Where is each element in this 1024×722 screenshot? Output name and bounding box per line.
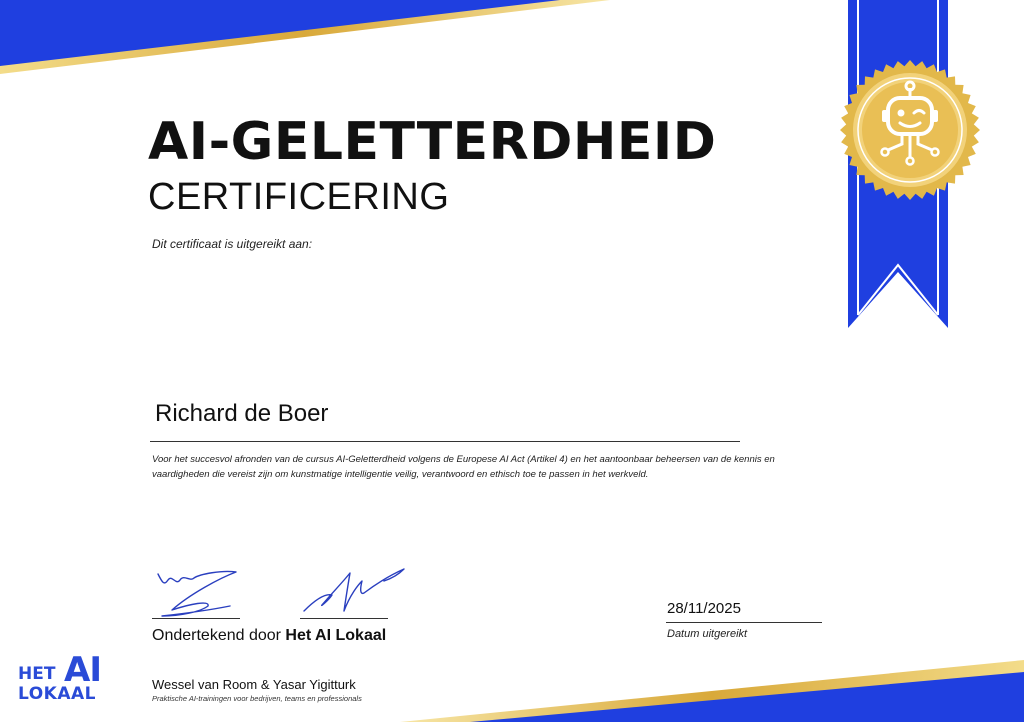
logo-ai: AI [64,650,101,690]
logo-het: HET [18,664,56,684]
certificate-description: Voor het succesvol afronden van de cursus AI-Geletterdheid volgens de Europese AI Act (Artikel 4) en het aantoonbaar beheersen van de kennis en vaardigheden die vereist zijn om kunstmatige intelligentie veilig, verantwoord en ethisch toe te passen in het werkveld. [152,454,775,480]
award-ribbon [840,0,980,330]
certificate-subtitle: CERTIFICERING [148,176,450,218]
signed-by-org: Het AI Lokaal [285,627,387,644]
signature-line [152,618,240,619]
signature-icon [298,555,418,625]
logo-lokaal: LOKAAL [18,684,96,704]
issue-date-label: Datum uitgereikt [667,628,748,640]
signature-icon [150,560,260,630]
recipient-name: Richard de Boer [155,400,329,427]
certificate-title: AI-GELETTERDHEID [148,112,717,172]
recipient-underline [150,441,740,442]
robot-seal-icon [840,60,980,200]
issue-date: 28/11/2025 [667,600,741,617]
het-ai-lokaal-logo [12,652,112,708]
signature-line [300,618,388,619]
signed-by-line [152,627,386,645]
signed-by-prefix: Ondertekend door [152,627,286,644]
signer-names: Wessel van Room & Yasar Yigitturk [152,677,356,692]
issued-to-label: Dit certificaat is uitgereikt aan: [152,237,313,251]
organisation-tagline: Praktische AI-trainingen voor bedrijven, teams en professionals [152,694,362,703]
top-left-corner-decoration [0,0,620,80]
date-underline [666,622,822,623]
